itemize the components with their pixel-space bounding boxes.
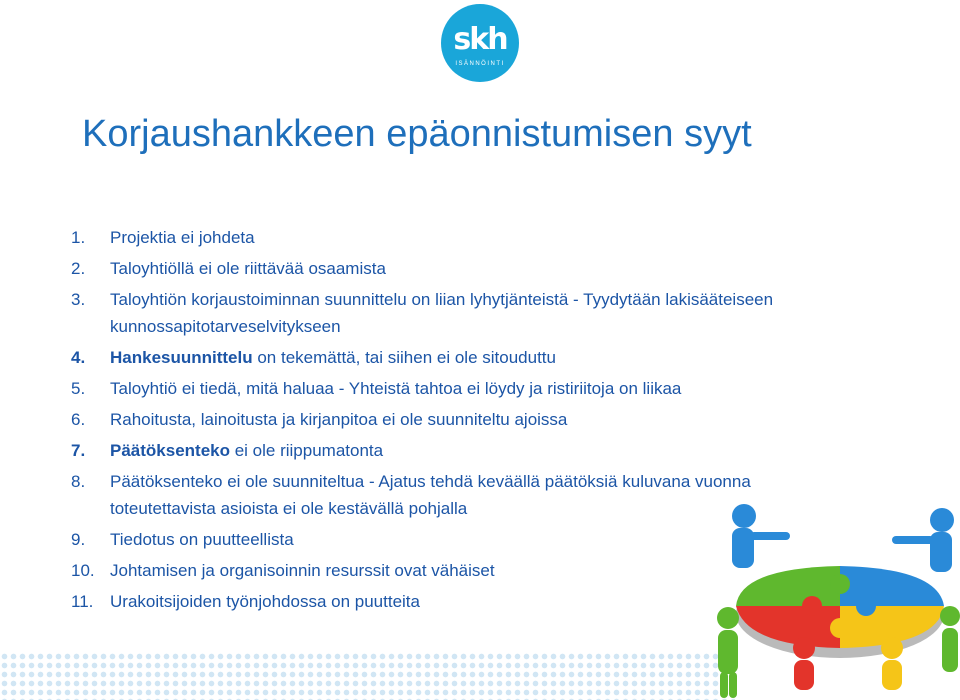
red-figure-icon bbox=[793, 637, 815, 690]
list-item bbox=[0, 588, 840, 615]
list-item-text: Taloyhtiöllä ei ole riittävää osaamista bbox=[110, 259, 386, 278]
list-item-number: 3. bbox=[71, 290, 86, 309]
puzzle-disc-icon bbox=[736, 566, 944, 658]
list-item-bold: Päätöksenteko bbox=[110, 441, 230, 460]
list-item-number: 9. bbox=[71, 530, 86, 549]
list-item bbox=[0, 526, 840, 553]
page-title: Korjaushankkeen epäonnistumisen syyt bbox=[82, 113, 752, 155]
list-item-number: 6. bbox=[71, 410, 86, 429]
yellow-figure-icon bbox=[881, 637, 903, 690]
list-item bbox=[0, 224, 840, 251]
list-item bbox=[0, 557, 840, 584]
list-item-number: 7. bbox=[71, 441, 86, 460]
decorative-dot-band bbox=[0, 652, 735, 700]
list-item-text: Taloyhtiö ei tiedä, mitä haluaa - Yhteistä tahtoa ei löydy ja ristiriitoja on liikaa bbox=[110, 379, 682, 398]
list-item-number: 8. bbox=[71, 472, 86, 491]
list-item bbox=[0, 255, 840, 282]
list-item-number: 1. bbox=[71, 228, 86, 247]
list-item bbox=[0, 437, 840, 464]
list-item bbox=[0, 344, 840, 371]
list-item-text: on tekemättä, tai siihen ei ole sitouduttu bbox=[252, 348, 556, 367]
puzzle-people-illustration bbox=[716, 498, 960, 700]
blue-figure-icon bbox=[732, 504, 790, 568]
list-item-number: 5. bbox=[71, 379, 86, 398]
skh-logo bbox=[441, 4, 519, 82]
list-item-text: Tiedotus on puutteellista bbox=[110, 530, 294, 549]
list-item-text: Urakoitsijoiden työnjohdossa on puutteita bbox=[110, 592, 420, 611]
list-item-text: ei ole riippumatonta bbox=[230, 441, 384, 460]
list-item-text: Rahoitusta, lainoitusta ja kirjanpitoa ei ole suunniteltu ajoissa bbox=[110, 410, 568, 429]
green-figure-icon bbox=[717, 607, 739, 698]
list-item-bold: Hankesuunnittelu bbox=[110, 348, 253, 367]
logo-wordmark: skh bbox=[453, 22, 507, 57]
logo-subtitle: ISÄNNÖINTI bbox=[455, 61, 505, 67]
list-item-number: 2. bbox=[71, 259, 86, 278]
blue-figure-icon bbox=[892, 508, 954, 572]
list-item-text: Taloyhtiön korjaustoiminnan suunnittelu on liian lyhytjänteistä - Tyydytään lakisääteiseen kunnossapitotarveselvitykseen bbox=[110, 290, 774, 336]
list-item-text: Päätöksenteko ei ole suunniteltua - Ajatus tehdä keväällä päätöksiä kuluvana vuonna toteutettavista asioista ei ole kestävällä pohjalla bbox=[110, 472, 751, 518]
list-item-number: 4. bbox=[71, 348, 86, 367]
list-item-text: Johtamisen ja organisoinnin resurssit ovat vähäiset bbox=[110, 561, 495, 580]
list-item bbox=[0, 375, 840, 402]
list-item bbox=[0, 468, 840, 522]
list-item-text: Projektia ei johdeta bbox=[110, 228, 255, 247]
list-item bbox=[0, 286, 840, 340]
list-item bbox=[0, 406, 840, 433]
reasons-list bbox=[0, 224, 840, 619]
list-item-number: 10. bbox=[71, 561, 95, 580]
list-item-number: 11. bbox=[71, 592, 94, 611]
green-figure-icon bbox=[940, 606, 960, 672]
